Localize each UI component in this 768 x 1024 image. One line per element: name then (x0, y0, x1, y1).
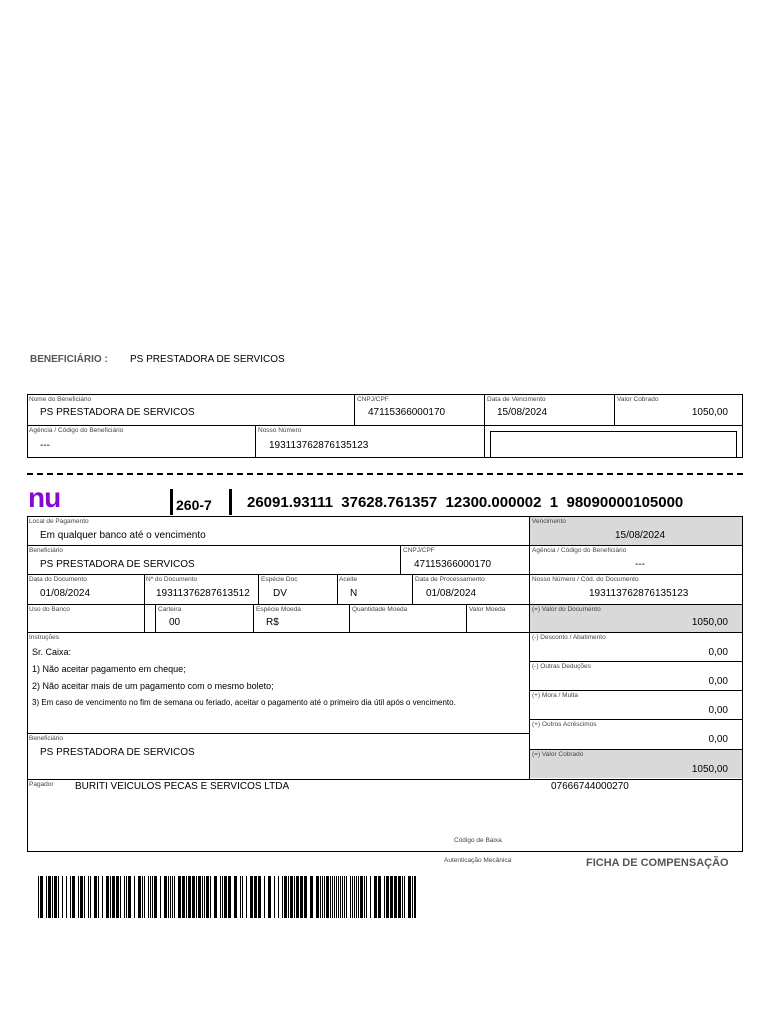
instrucao-line: 1) Não aceitar pagamento em cheque; (32, 664, 186, 674)
carteira-value: 00 (169, 617, 181, 628)
recibo-agencia-value: --- (40, 440, 50, 451)
autenticacao-label: Autenticação Mecânica (444, 857, 512, 864)
especie-moeda-value: R$ (266, 617, 279, 628)
outros-acrescimos-value: 0,00 (708, 734, 728, 745)
valor-documento-label: (=) Valor do Documento (532, 606, 601, 613)
linha-digitavel: 26091.93111 37628.761357 12300.000002 1 98090000105000 (247, 494, 684, 511)
recibo-vencimento-label: Data de Vencimento (487, 396, 546, 403)
instrucoes-text (32, 646, 527, 714)
quantidade-moeda-label: Quantidade Moeda (352, 606, 408, 613)
especie-doc-label: Espécie Doc (261, 576, 298, 583)
agencia-label: Agência / Código do Beneficiário (532, 547, 627, 554)
cnpj-value: 47115366000170 (414, 559, 492, 570)
pagador-label: Pagador (29, 781, 54, 788)
recibo-cnpj-value: 47115366000170 (368, 407, 446, 418)
recibo-nosso-label: Nosso Número (258, 427, 302, 434)
local-pagamento-value: Em qualquer banco até o vencimento (40, 530, 206, 541)
instrucao-line: Sr. Caixa: (32, 647, 72, 657)
aceite-label: Aceite (339, 576, 358, 583)
uso-banco-label: Uso do Banco (29, 606, 70, 613)
beneficiario2-label: Beneficiário (29, 735, 63, 742)
numero-documento-label: Nº do Documento (146, 576, 198, 583)
cnpj-label: CNPJ/CPF (403, 547, 435, 554)
bank-code: 260-7 (176, 497, 212, 513)
valor-moeda-label: Valor Moeda (469, 606, 506, 613)
instrucao-line: 2) Não aceitar mais de um pagamento com o mesmo boleto; (32, 681, 274, 691)
mora-value: 0,00 (708, 705, 728, 716)
recibo-nome-value: PS PRESTADORA DE SERVICOS (40, 407, 195, 418)
cut-line (27, 473, 743, 475)
beneficiario-heading-label: BENEFICIÁRIO : (30, 354, 108, 365)
carteira-label: Carteira (158, 606, 182, 613)
data-documento-label: Data do Documento (29, 576, 87, 583)
beneficiario-heading-value: PS PRESTADORA DE SERVICOS (130, 354, 285, 365)
beneficiario-value: PS PRESTADORA DE SERVICOS (40, 559, 195, 570)
outras-deducoes-value: 0,00 (708, 676, 728, 687)
recibo-agencia-label: Agência / Código do Beneficiário (29, 427, 124, 434)
vencimento-label: Vencimento (532, 518, 566, 525)
recibo-valor-label: Valor Cobrado (617, 396, 659, 403)
mora-label: (+) Mora / Multa (532, 692, 579, 699)
ficha-compensacao-title: FICHA DE COMPENSAÇÃO (586, 857, 729, 869)
outras-deducoes-label: (-) Outras Deduções (532, 663, 591, 670)
bank-code-divider-right (229, 489, 232, 515)
beneficiario2-value: PS PRESTADORA DE SERVICOS (40, 747, 195, 758)
data-documento-value: 01/08/2024 (40, 588, 91, 599)
especie-moeda-label: Espécie Moeda (256, 606, 301, 613)
pagador-value: BURITI VEICULOS PECAS E SERVICOS LTDA (75, 781, 290, 792)
outros-acrescimos-label: (+) Outros Acréscimos (532, 721, 597, 728)
recibo-nome-label: Nome do Beneficiário (29, 396, 92, 403)
barcode (38, 876, 416, 918)
recibo-vencimento-value: 15/08/2024 (497, 407, 548, 418)
local-pagamento-label: Local de Pagamento (29, 518, 89, 525)
data-processamento-value: 01/08/2024 (426, 588, 477, 599)
valor-cobrado-label: (=) Valor Cobrado (532, 751, 584, 758)
recibo-valor-value: 1050,00 (691, 407, 728, 418)
valor-documento-value: 1050,00 (691, 617, 728, 628)
recibo-auth-box (490, 431, 737, 458)
valor-cobrado-value: 1050,00 (691, 764, 728, 775)
especie-doc-value: DV (273, 588, 287, 599)
desconto-value: 0,00 (708, 647, 728, 658)
bank-code-divider-left (170, 489, 173, 515)
aceite-value: N (350, 588, 358, 599)
data-processamento-label: Data de Processamento (415, 576, 485, 583)
numero-documento-value: 19311376287613512 (156, 588, 250, 599)
vencimento-value: 15/08/2024 (615, 530, 666, 541)
instrucoes-label: Instruções (29, 634, 59, 641)
codigo-baixa-label: Código de Baixa (454, 837, 502, 844)
agencia-value: --- (635, 559, 645, 570)
desconto-label: (-) Desconto / Abatimento (532, 634, 606, 641)
nubank-logo: nu (28, 482, 61, 513)
nosso-numero-label: Nosso Número / Cód. do Documento (532, 576, 639, 583)
recibo-nosso-value: 193113762876135123 (269, 440, 369, 451)
instrucao-line: 3) Em caso de vencimento no fim de semana ou feriado, aceitar o pagamento até o primeiro dia útil após o vencimento. (32, 698, 456, 707)
pagador-documento: 07666744000270 (551, 781, 629, 792)
recibo-cnpj-label: CNPJ/CPF (357, 396, 389, 403)
nosso-numero-value: 193113762876135123 (589, 588, 689, 599)
beneficiario-label: Beneficiário (29, 547, 63, 554)
